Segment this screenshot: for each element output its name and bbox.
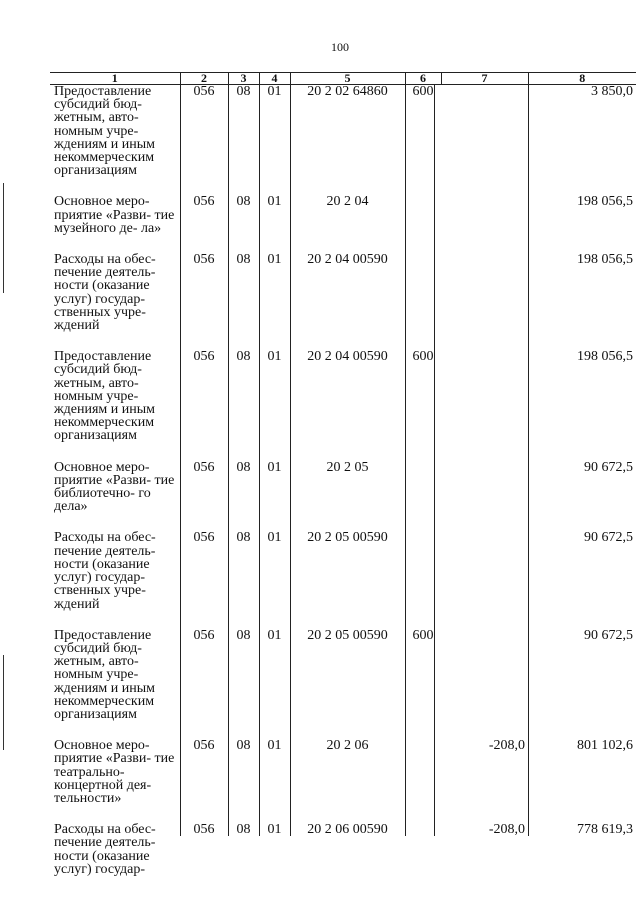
row-code-5: 20 2 06 [326,738,369,754]
row-amount-7 [441,531,528,628]
row-name: Предоставление субсидий бюд- жетным, авто- номным учре- ждениям и иным некоммерческим организациям [54,349,156,444]
row-code-4: 01 [267,349,282,365]
row-amount-7 [441,350,528,460]
header-col-1: 1 [50,73,180,85]
row-code-3: 08 [236,252,251,268]
table-row [50,253,636,350]
row-amount-8: 3 850,0 [591,84,633,99]
row-code-6 [405,195,441,253]
row-code-6: 600 [412,349,434,365]
row-name: Предоставление субсидий бюд- жетным, авто- номным учре- ждениям и иным некоммерческим организациям [54,84,156,179]
row-code-2: 056 [193,252,215,268]
row-name: Расходы на обес- печение деятель- ности (оказание услуг) государ- [54,822,156,877]
row-code-2: 056 [193,349,215,365]
row-code-4: 01 [267,738,282,754]
header-col-2: 2 [180,73,228,85]
row-amount-7 [441,629,528,739]
column-rule [434,84,435,836]
row-name: Основное меро- приятие «Разви- тие театрально- концертной дея- тельности» [54,738,175,806]
row-code-4: 01 [267,822,282,838]
row-code-5: 20 2 05 00590 [307,627,388,643]
table-header-row [50,73,636,85]
row-name: Расходы на обес- печение деятель- ности (оказание услуг) государ- ственных учре- ждений [54,252,156,334]
page-number: 100 [331,40,349,54]
row-code-3: 08 [236,822,251,838]
row-code-5: 20 2 04 00590 [307,252,388,268]
table-row [50,85,636,196]
header-col-7: 7 [441,73,528,85]
table-row [50,195,636,253]
column-rule [180,84,181,836]
header-col-6: 6 [405,73,441,85]
row-amount-8: 198 056,5 [577,194,633,210]
row-code-5: 20 2 02 64860 [307,84,388,99]
row-code-4: 01 [267,459,282,475]
row-amount-7 [441,461,528,532]
row-amount-8: 198 056,5 [577,252,633,268]
row-code-6 [405,823,441,894]
row-code-3: 08 [236,530,251,546]
row-amount-8: 90 672,5 [584,530,633,546]
row-code-5: 20 2 05 [326,459,369,475]
row-code-2: 056 [193,459,215,475]
row-amount-7 [441,85,528,196]
column-rule [528,84,529,836]
row-code-2: 056 [193,84,215,99]
row-code-3: 08 [236,194,251,210]
row-code-3: 08 [236,738,251,754]
row-code-6 [405,253,441,350]
row-code-6 [405,531,441,628]
column-rule [290,84,291,836]
header-col-4: 4 [259,73,290,85]
row-code-4: 01 [267,84,282,99]
row-code-6: 600 [412,627,434,643]
row-code-4: 01 [267,627,282,643]
row-code-3: 08 [236,349,251,365]
row-code-6 [405,739,441,823]
table-row [50,461,636,532]
budget-table [50,72,636,894]
column-rule [228,84,229,836]
table-row [50,350,636,460]
row-code-3: 08 [236,459,251,475]
table-row [50,739,636,823]
row-code-5: 20 2 05 00590 [307,530,388,546]
row-code-6: 600 [412,84,434,99]
row-amount-7 [441,195,528,253]
row-code-5: 20 2 04 00590 [307,349,388,365]
table-row [50,823,636,894]
row-amount-7: -208,0 [488,822,525,838]
row-name: Основное меро- приятие «Разви- тие библиотечно- го дела» [54,459,175,515]
row-name: Предоставление субсидий бюд- жетным, авто- номным учре- ждениям и иным некоммерческим организациям [54,627,156,722]
row-name: Основное меро- приятие «Разви- тие музейного де- ла» [54,194,175,236]
row-name: Расходы на обес- печение деятель- ности (оказание услуг) государ- ственных учре- ждений [54,530,156,612]
column-rule [405,84,406,836]
row-code-5: 20 2 04 [326,194,369,210]
row-amount-8: 801 102,6 [577,738,633,754]
row-code-5: 20 2 06 00590 [307,822,388,838]
row-amount-8: 90 672,5 [584,627,633,643]
row-amount-7 [441,253,528,350]
row-code-3: 08 [236,627,251,643]
table-row [50,629,636,739]
row-code-2: 056 [193,822,215,838]
header-col-5: 5 [290,73,405,85]
row-amount-7: -208,0 [488,738,525,754]
row-code-4: 01 [267,252,282,268]
row-code-6 [405,461,441,532]
header-col-8: 8 [528,73,636,85]
row-code-2: 056 [193,627,215,643]
row-code-4: 01 [267,530,282,546]
row-amount-8: 198 056,5 [577,349,633,365]
row-amount-8: 778 619,3 [577,822,633,838]
row-code-2: 056 [193,530,215,546]
column-rule [259,84,260,836]
row-code-2: 056 [193,194,215,210]
header-col-3: 3 [228,73,259,85]
table-row [50,531,636,628]
row-code-4: 01 [267,194,282,210]
row-code-3: 08 [236,84,251,99]
row-amount-8: 90 672,5 [584,459,633,475]
margin-scan-mark [3,655,4,750]
row-code-2: 056 [193,738,215,754]
margin-scan-mark [3,183,4,293]
